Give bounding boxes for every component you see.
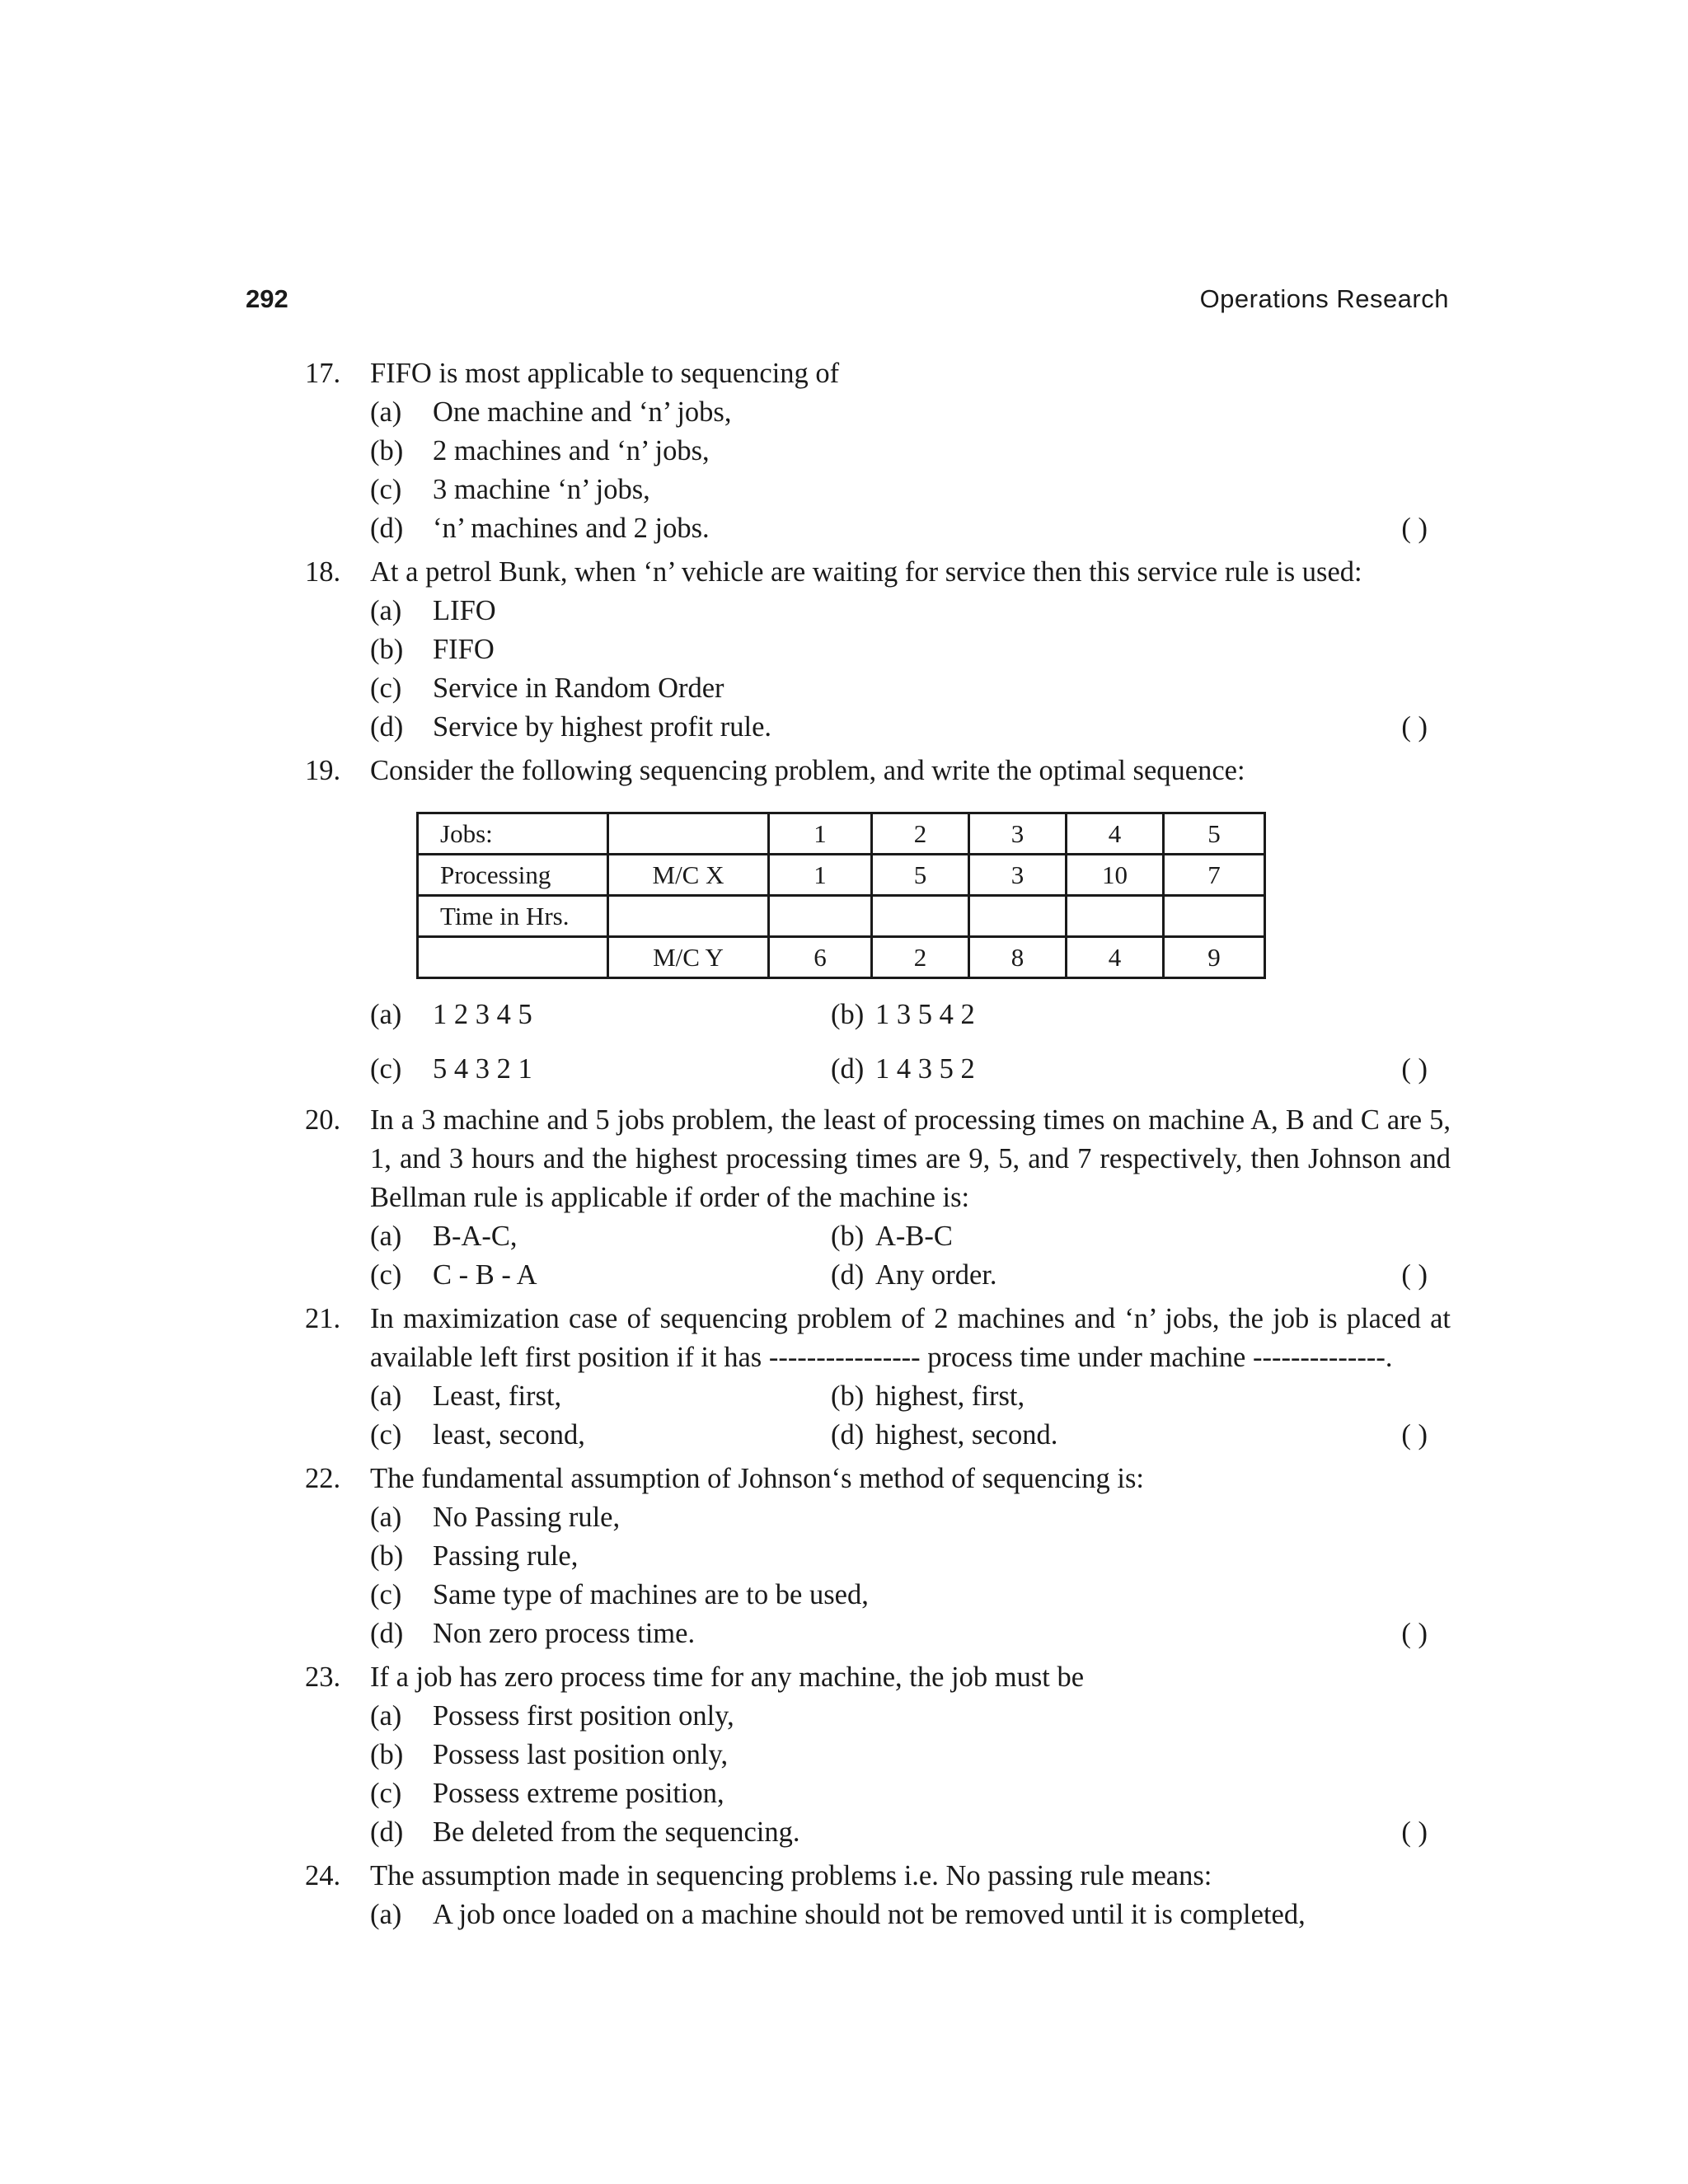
- option-label: (b): [370, 435, 404, 466]
- question-text: At a petrol Bunk, when ‘n’ vehicle are waiting for service then this service rule is used:: [370, 556, 1362, 588]
- option-label: (c): [370, 1419, 402, 1451]
- table-cell: 5: [872, 855, 969, 896]
- table-row: [418, 855, 1265, 896]
- table-cell: M/C Y: [608, 937, 769, 978]
- option-label: (a): [370, 1221, 402, 1252]
- option-label: (a): [370, 1502, 402, 1533]
- option-label: (c): [370, 1579, 402, 1610]
- option-text: A-B-C: [875, 1221, 953, 1252]
- option-text: highest, second.: [875, 1419, 1058, 1451]
- option-text: Same type of machines are to be used,: [433, 1579, 869, 1610]
- option-text: Possess extreme position,: [433, 1778, 724, 1809]
- question-text: The assumption made in sequencing problems i.e. No passing rule means:: [370, 1860, 1212, 1891]
- answer-blank: ( ): [1401, 1419, 1428, 1451]
- option-text: least, second,: [433, 1419, 585, 1451]
- table-cell: 1: [769, 855, 872, 896]
- option-text: FIFO: [433, 634, 495, 665]
- table-cell: 4: [1067, 813, 1164, 855]
- question-text: If a job has zero process time for any machine, the job must be: [370, 1661, 1085, 1693]
- table-cell: 3: [969, 813, 1067, 855]
- table-cell: 1: [769, 813, 872, 855]
- option-label: (d): [370, 1816, 404, 1848]
- option: [305, 1498, 1451, 1537]
- answer-blank: ( ): [1401, 711, 1428, 743]
- option-label: (a): [370, 1899, 402, 1930]
- page-header: [246, 284, 1449, 326]
- option: [305, 669, 1451, 708]
- option-text: Least, first,: [433, 1380, 562, 1412]
- question-20: [305, 1101, 1451, 1295]
- table-row: [418, 896, 1265, 937]
- option-text: Passing rule,: [433, 1540, 579, 1572]
- table-cell: [608, 813, 769, 855]
- table-cell: [769, 896, 872, 937]
- option-label: (c): [370, 474, 402, 505]
- option-text: LIFO: [433, 595, 496, 626]
- question-18: [305, 553, 1451, 747]
- table-row: [418, 813, 1265, 855]
- option-text: A job once loaded on a machine should not be removed until it is completed,: [433, 1899, 1306, 1930]
- option: [305, 1896, 1451, 1934]
- option-label: (d): [831, 1419, 865, 1451]
- question-19: [305, 752, 1451, 1096]
- option-row: [305, 1416, 1451, 1455]
- option-text: Be deleted from the sequencing.: [433, 1816, 800, 1848]
- table-cell: 4: [1067, 937, 1164, 978]
- option-label: (c): [370, 673, 402, 704]
- option: [305, 1615, 1451, 1653]
- option: [305, 1736, 1451, 1774]
- table-cell: [1067, 896, 1164, 937]
- table-cell: Time in Hrs.: [418, 896, 608, 937]
- option-text: One machine and ‘n’ jobs,: [433, 396, 732, 428]
- table-row: [418, 937, 1265, 978]
- processing-time-table: [416, 812, 1266, 979]
- table-cell: 2: [872, 937, 969, 978]
- option-label: (d): [831, 1053, 865, 1085]
- option-label: (b): [831, 1380, 865, 1412]
- question-number: 24.: [305, 1860, 341, 1891]
- table-cell: 9: [1164, 937, 1265, 978]
- option-text: Any order.: [875, 1259, 997, 1291]
- option-text: Possess last position only,: [433, 1739, 729, 1770]
- option-label: (a): [370, 396, 402, 428]
- table-cell: Processing: [418, 855, 608, 896]
- option-text: B-A-C,: [433, 1221, 518, 1252]
- option-label: (c): [370, 1053, 402, 1085]
- option-label: (d): [370, 513, 404, 544]
- table-cell: [418, 937, 608, 978]
- question-text: FIFO is most applicable to sequencing of: [370, 358, 840, 389]
- option-text: Possess first position only,: [433, 1700, 734, 1732]
- option-label: (a): [370, 999, 402, 1030]
- question-number: 18.: [305, 556, 341, 588]
- option-text: C - B - A: [433, 1259, 537, 1291]
- option-text: ‘n’ machines and 2 jobs.: [433, 513, 710, 544]
- table-cell: [1164, 896, 1265, 937]
- table-cell: [608, 896, 769, 937]
- answer-blank: ( ): [1401, 1816, 1428, 1848]
- option-row: [305, 1217, 1451, 1256]
- table-cell: [969, 896, 1067, 937]
- table-cell: 7: [1164, 855, 1265, 896]
- option: [305, 432, 1451, 471]
- option-row: [305, 987, 1451, 1042]
- question-number: 17.: [305, 358, 341, 389]
- table-cell: 10: [1067, 855, 1164, 896]
- option: [305, 1537, 1451, 1576]
- answer-blank: ( ): [1401, 1259, 1428, 1291]
- option-label: (a): [370, 1380, 402, 1412]
- option-text: 1 3 5 4 2: [875, 999, 975, 1030]
- question-23: [305, 1658, 1451, 1852]
- option-text: 2 machines and ‘n’ jobs,: [433, 435, 710, 466]
- question-number: 19.: [305, 755, 341, 786]
- table-cell: Jobs:: [418, 813, 608, 855]
- question-number: 22.: [305, 1463, 341, 1494]
- option: [305, 1813, 1451, 1852]
- option-label: (b): [831, 999, 865, 1030]
- table-cell: 8: [969, 937, 1067, 978]
- option-row: [305, 1042, 1451, 1096]
- option-label: (d): [831, 1259, 865, 1291]
- table-cell: 2: [872, 813, 969, 855]
- option: [305, 1576, 1451, 1615]
- question-list: [305, 354, 1451, 1934]
- option-label: (a): [370, 1700, 402, 1732]
- question-17: [305, 354, 1451, 548]
- option-text: Service in Random Order: [433, 673, 724, 704]
- option-label: (a): [370, 595, 402, 626]
- option-label: (c): [370, 1778, 402, 1809]
- answer-blank: ( ): [1401, 1053, 1428, 1085]
- option: [305, 1774, 1451, 1813]
- option: [305, 630, 1451, 669]
- table-cell: M/C X: [608, 855, 769, 896]
- option: [305, 592, 1451, 630]
- question-number: 20.: [305, 1104, 341, 1136]
- table-cell: [872, 896, 969, 937]
- question-text: Consider the following sequencing problem, and write the optimal sequence:: [370, 755, 1245, 786]
- table-cell: 3: [969, 855, 1067, 896]
- option-text: 3 machine ‘n’ jobs,: [433, 474, 650, 505]
- option-label: (d): [370, 1618, 404, 1649]
- option: [305, 509, 1451, 548]
- option-label: (d): [370, 711, 404, 743]
- option-text: Non zero process time.: [433, 1618, 696, 1649]
- option-text: Service by highest profit rule.: [433, 711, 772, 743]
- option-label: (b): [370, 1540, 404, 1572]
- running-head: Operations Research: [1199, 284, 1449, 313]
- option: [305, 1697, 1451, 1736]
- question-24: [305, 1857, 1451, 1934]
- option-label: (b): [370, 1739, 404, 1770]
- option-text: 1 2 3 4 5: [433, 999, 532, 1030]
- option-text: 1 4 3 5 2: [875, 1053, 975, 1085]
- question-text: The fundamental assumption of Johnson‘s method of sequencing is:: [370, 1463, 1145, 1494]
- answer-blank: ( ): [1401, 1618, 1428, 1649]
- option-text: No Passing rule,: [433, 1502, 621, 1533]
- option-row: [305, 1256, 1451, 1295]
- table-cell: 6: [769, 937, 872, 978]
- question-number: 21.: [305, 1303, 341, 1334]
- option-label: (c): [370, 1259, 402, 1291]
- option-label: (b): [831, 1221, 865, 1252]
- answer-blank: ( ): [1401, 513, 1428, 544]
- page-number: 292: [246, 284, 288, 313]
- option-row: [305, 1377, 1451, 1416]
- question-number: 23.: [305, 1661, 341, 1693]
- option: [305, 393, 1451, 432]
- option: [305, 471, 1451, 509]
- table-cell: 5: [1164, 813, 1265, 855]
- question-21: [305, 1300, 1451, 1455]
- question-text: In a 3 machine and 5 jobs problem, the least of processing times on machine A, B and C are 5, 1, and 3 hours and the highest processing times are 9, 5, and 7 respectively, then Johnson and Bellman rule is applicable if order of the machine is:: [370, 1104, 1451, 1213]
- option-text: 5 4 3 2 1: [433, 1053, 532, 1085]
- option: [305, 708, 1451, 747]
- question-22: [305, 1460, 1451, 1653]
- question-text: In maximization case of sequencing problem of 2 machines and ‘n’ jobs, the job is placed at available left first position if it has ---------------- process time under machine --------------.: [370, 1303, 1451, 1373]
- option-label: (b): [370, 634, 404, 665]
- option-text: highest, first,: [875, 1380, 1025, 1412]
